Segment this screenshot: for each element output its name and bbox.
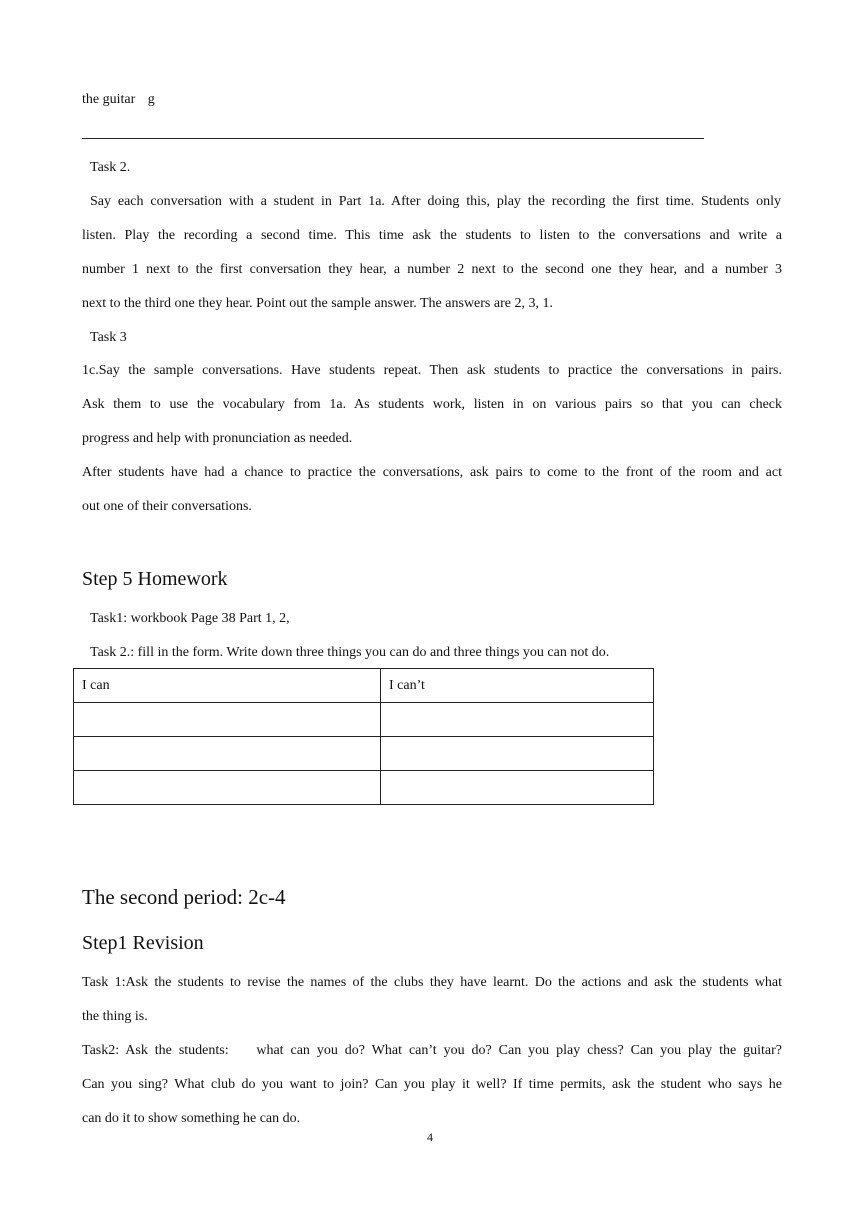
table-row (74, 703, 654, 737)
table-cell (74, 703, 381, 737)
step1-line-4: Can you sing? What club do you want to join? Can you play it well? If time permits, ask the student who says he (82, 1077, 782, 1092)
task3-line-4: After students have had a chance to practice the conversations, ask pairs to come to the front of the room and act (82, 465, 782, 480)
table-header-row (74, 669, 654, 703)
task2-line-1: Say each conversation with a student in Part 1a. After doing this, play the recording the first time. Students only (90, 194, 781, 209)
second-period-heading: The second period: 2c-4 (82, 885, 286, 909)
task2-title: Task 2. (90, 160, 131, 175)
table-cell (74, 771, 381, 805)
horizontal-divider (82, 138, 704, 139)
step1-line-1: Task 1:Ask the students to revise the names of the clubs they have learnt. Do the actions and ask the students what (82, 975, 782, 990)
guitar-answer-line (82, 91, 782, 109)
guitar-answer-blank: g (147, 92, 155, 107)
task2-line-2: listen. Play the recording a second time. This time ask the students to listen to the conversations and write a (82, 228, 782, 243)
page-number: 4 (427, 1130, 433, 1144)
table-header-i-can: I can (74, 669, 381, 703)
table-header-i-cant: I can’t (381, 669, 654, 703)
table-cell (381, 771, 654, 805)
task2-line-3: number 1 next to the first conversation they hear, a number 2 next to the second one they hear, and a number 3 (82, 262, 782, 277)
task3-line-2: Ask them to use the vocabulary from 1a. As students work, listen in on various pairs so that you can check (82, 397, 782, 412)
step1-line-3: Task2: Ask the students: what can you do? What can’t you do? Can you play chess? Can you play the guitar? (82, 1043, 782, 1058)
table-cell (381, 737, 654, 771)
step5-task1: Task1: workbook Page 38 Part 1, 2, (90, 611, 290, 626)
table-cell (74, 737, 381, 771)
guitar-prefix: the guitar (82, 92, 136, 107)
task3-line-5: out one of their conversations. (82, 499, 252, 514)
can-cant-form-table (73, 668, 654, 805)
step5-heading: Step 5 Homework (82, 568, 228, 590)
table-cell (381, 703, 654, 737)
step5-task2: Task 2.: fill in the form. Write down three things you can do and three things you can not do. (90, 645, 610, 660)
step1-line-5: can do it to show something he can do. (82, 1111, 301, 1126)
task2-line-4: next to the third one they hear. Point out the sample answer. The answers are 2, 3, 1. (82, 296, 553, 311)
table-row (74, 737, 654, 771)
task3-line-1: 1c.Say the sample conversations. Have students repeat. Then ask students to practice the conversations in pairs. (82, 363, 782, 378)
table-row (74, 771, 654, 805)
task3-title: Task 3 (90, 330, 127, 345)
task3-line-3: progress and help with pronunciation as needed. (82, 431, 353, 446)
step1-line-2: the thing is. (82, 1009, 148, 1024)
step1-heading: Step1 Revision (82, 932, 204, 954)
